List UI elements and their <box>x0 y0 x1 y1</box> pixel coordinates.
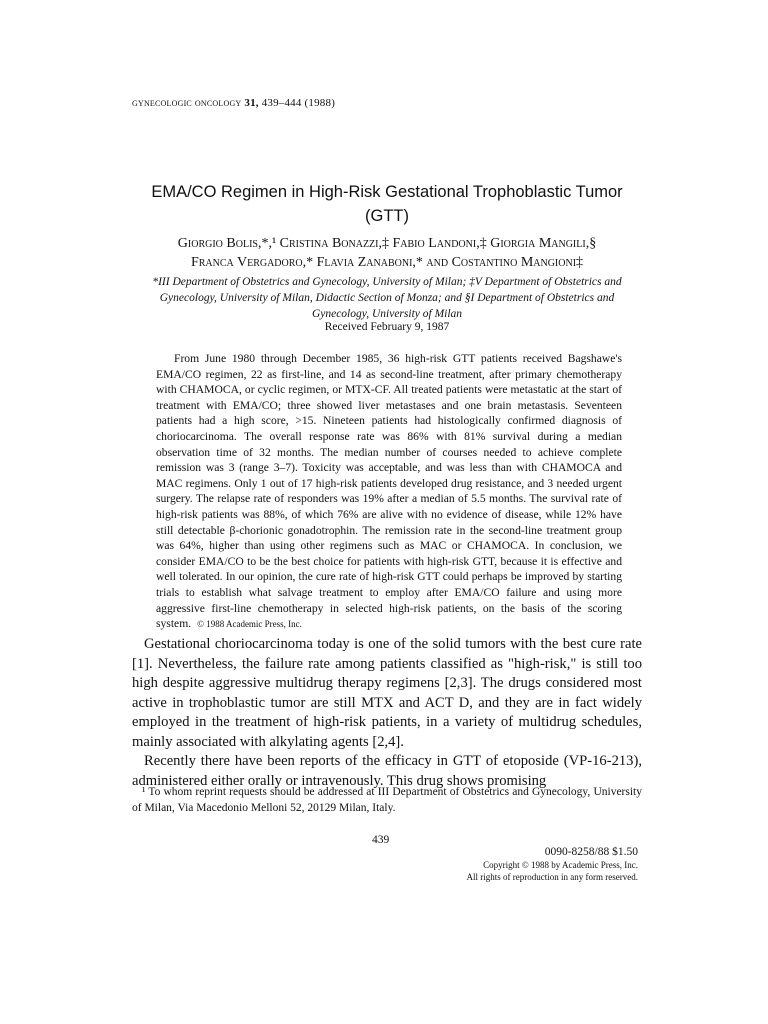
affiliations: *III Department of Obstetrics and Gynecology, University of Milan; ‡V Department of Obstetrics and Gynecology, University of Milan, Didactic Section of Monza; and §I Department of Obstetrics and Gynecology, University of Milan <box>152 276 622 320</box>
journal-name: gynecologic oncology <box>132 97 242 109</box>
body-paragraph-2: Recently there have been reports of the efficacy in GTT of etoposide (VP-16-213), administered either orally or intravenously. This drug shows promising <box>132 753 642 789</box>
abstract-copyright: © 1988 Academic Press, Inc. <box>197 619 302 630</box>
publisher-copyright <box>467 860 638 883</box>
copyright-line-1: Copyright © 1988 by Academic Press, Inc. <box>483 860 638 870</box>
received-date: Received February 9, 1987 <box>324 321 450 333</box>
authors-line-1: Giorgio Bolis,*,¹ Cristina Bonazzi,‡ Fabio Landoni,‡ Giorgia Mangili,§ <box>177 236 597 251</box>
article-price-code: 0090-8258/88 $1.50 <box>544 846 638 858</box>
authors-line-2: Franca Vergadoro,* Flavia Zanaboni,* and Costantino Mangioni‡ <box>190 255 584 270</box>
journal-header <box>132 97 335 109</box>
body-text <box>132 635 642 791</box>
footnote: ¹ To whom reprint requests should be addressed at III Department of Obstetrics and Gynecology, University of Milan, Via Macedonio Melloni 52, 20129 Milan, Italy. <box>132 786 642 814</box>
abstract <box>156 351 622 633</box>
abstract-text: From June 1980 through December 1985, 36 high-risk GTT patients received Bagshawe's EMA/CO regimen, 22 as first-line, and 14 as second-line treatment, after primary chemotherapy with CHAMOCA, or cyclic regimen, or MTX-CF. All treated patients were metastatic at the start of treatment with EMA/CO; three showed liver metastases and one brain metastasis. Seventeen patients had a high score, >15. Nineteen patients had histologically confirmed diagnosis of choriocarcinoma. The overall response rate was 86% with 81% survival during a median observation time of 32 months. The median number of courses needed to achieve complete remission was 3 (range 3–7). Toxicity was acceptable, and was less than with CHAMOCA and MAC regimens. Only 1 out of 17 high-risk patients developed drug resistance, and 3 needed urgent surgery. The relapse rate of responders was 19% after a median of 5.5 months. The survival rate of high-risk patients was 88%, of which 76% are alive with no evidence of disease, while 12% have still detectable β-chorionic gonadotrophin. The remission rate in the second-line treatment group was 64%, higher than using other regimens such as MAC or CHAMOCA. In conclusion, we consider EMA/CO to be the best choice for patients with high-risk GTT, because it is effective and well tolerated. In our opinion, the cure rate of high-risk GTT could perhaps be improved by starting trials to establish what salvage treatment to employ after EMA/CO failure and using more aggressive first-line chemotherapy in selected high-risk patients, on the basis of the scoring system. <box>156 352 622 631</box>
copyright-line-2: All rights of reproduction in any form reserved. <box>466 871 638 882</box>
journal-volume: 31, <box>244 97 259 109</box>
author-list <box>132 234 642 272</box>
article-title: EMA/CO Regimen in High-Risk Gestational Trophoblastic Tumor (GTT) <box>151 183 623 225</box>
body-paragraph-1: Gestational choriocarcinoma today is one of the solid tumors with the best cure rate [1]. Nevertheless, the failure rate among patients classified as "high-risk," is still too high despite aggressive multidrug therapy regimens [2,3]. The drugs considered most active in trophoblastic tumor are still MTX and ACT D, and they are in fact widely employed in the treatment of high-risk patients, in a variety of multidrug schedules, mainly associated with alkylating agents [2,4]. <box>132 636 642 750</box>
journal-pages-year: 439–444 (1988) <box>261 97 336 109</box>
page-number: 439 <box>372 834 390 846</box>
